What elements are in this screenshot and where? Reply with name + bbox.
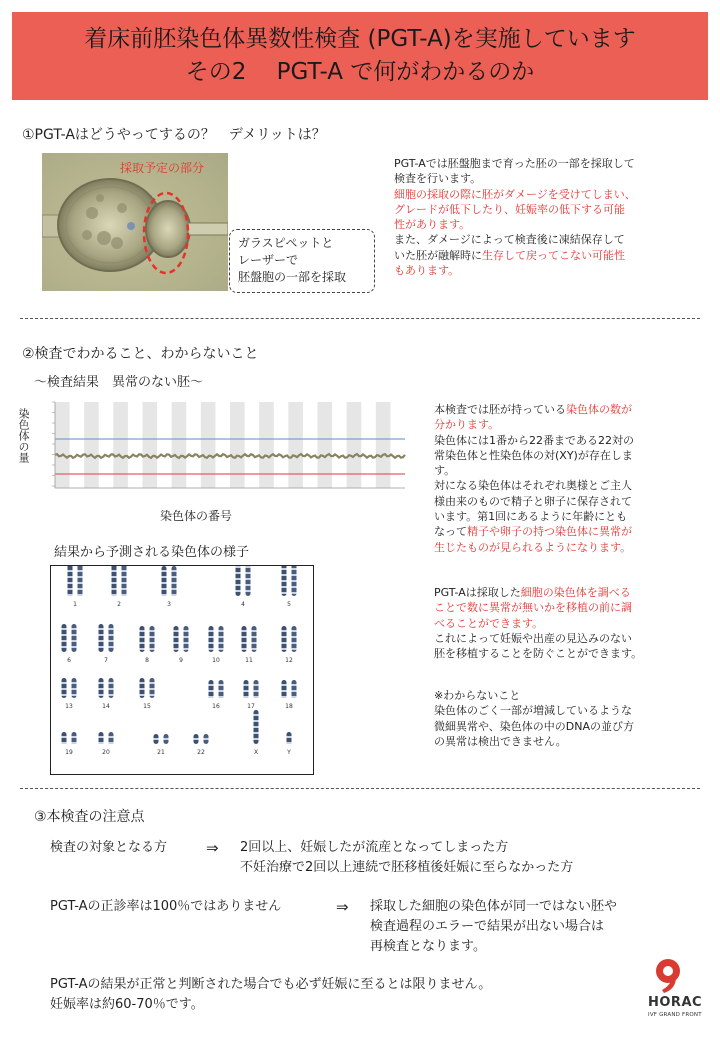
chromosome-pair <box>209 680 224 710</box>
section-2-limitations <box>434 688 716 749</box>
chromosome-number: 4 <box>241 601 245 608</box>
target-line: 2回以上、妊娠したが流産となってしまった方 <box>240 840 509 855</box>
chromosome-number: 3 <box>167 601 171 608</box>
chromosome-pair <box>154 734 169 756</box>
chromosome-band <box>201 402 216 488</box>
title-line-2: その2 PGT-A で何がわかるのか <box>185 59 535 85</box>
chromosome-number: 21 <box>157 749 165 756</box>
note-line: 胚盤胞の一部を採取 <box>238 270 347 284</box>
chromosome-band <box>143 402 158 488</box>
chromosome-pair <box>68 566 83 608</box>
section-1-title: ①PGT-Aはどうやってするの？ デメリットは？ <box>22 127 326 143</box>
highlight-text: 細胞の採取の際に胚がダメージを受けてしまい、 <box>394 187 636 201</box>
divider <box>20 788 700 789</box>
body-text: また、ダメージによって検査後に凍結保存して <box>394 233 625 247</box>
highlight-text: 性があります。 <box>394 218 471 232</box>
section-2-description-2 <box>434 585 716 661</box>
chromosome-band <box>172 402 187 488</box>
chromosome-number: 6 <box>67 657 71 664</box>
chromosome-pair <box>254 710 259 756</box>
text-line <box>394 232 710 247</box>
chromosome-number: 8 <box>145 657 149 664</box>
text-line <box>394 156 710 171</box>
text-line <box>434 463 716 478</box>
chromosome-pair <box>112 566 127 608</box>
highlight-text: べることができます。 <box>434 616 544 630</box>
chromosome-number: 16 <box>212 703 220 710</box>
text-line <box>434 646 716 661</box>
chromosome-band <box>84 402 99 488</box>
text-line <box>434 433 716 448</box>
horac-logo <box>646 955 708 1025</box>
text-line <box>394 217 710 232</box>
title-banner <box>12 12 708 100</box>
x-axis-label: 染色体の番号 <box>160 509 233 523</box>
highlight-text: 生じたものが見られるようになります。 <box>434 540 632 554</box>
text-line <box>394 248 710 263</box>
chromosome-band <box>347 402 362 488</box>
body-text: 対になる染色体はそれぞれ奥様とご主人 <box>434 479 632 493</box>
title-line-1: 着床前胚染色体異数性検査 (PGT-A)を実施しています <box>84 26 636 52</box>
note-line: レーザーで <box>238 253 299 267</box>
body-text: 本検査では胚が持っている <box>434 403 566 416</box>
body-text: これによって妊娠や出産の見込みのない <box>434 631 632 645</box>
chromosome-number: 10 <box>212 657 220 664</box>
highlight-text: 生存して戻ってこない可能性 <box>482 248 625 262</box>
karyotype-title: 結果から予測される染色体の様子 <box>54 545 250 560</box>
text-line <box>394 202 710 217</box>
text-line <box>434 417 716 432</box>
chromosome-number: 9 <box>179 657 183 664</box>
copy-number-chart <box>37 398 410 502</box>
section-1-description <box>394 156 710 278</box>
text-line <box>434 688 716 703</box>
horac-logo-mark-icon <box>646 955 708 995</box>
section-2-title: ②検査でわかること、わからないこと <box>22 346 259 362</box>
chromosome-number: 2 <box>117 601 121 608</box>
chromosome-band <box>259 402 274 488</box>
body-text: す。 <box>434 464 456 478</box>
logo-subtitle: IVF GRAND FRONT <box>648 1012 702 1018</box>
body-text: 染色体には1番から22番まである22対の <box>434 433 634 447</box>
highlight-text: 染色体の数が <box>566 403 632 416</box>
chromosome-pair <box>140 626 155 664</box>
text-line <box>434 734 716 749</box>
body-text: なって <box>434 525 467 539</box>
note-line: ガラスピペットと <box>238 236 334 250</box>
highlight-text: ことで数に異常が無いかを移植の前に調 <box>434 601 632 615</box>
karyotype-image <box>50 565 314 775</box>
text-line <box>434 616 716 631</box>
text-line <box>434 540 716 555</box>
body-text: PGT-Aは採取した <box>434 586 521 599</box>
text-line <box>394 263 710 278</box>
pipette-note-box <box>229 229 375 293</box>
chromosome-band <box>288 402 303 488</box>
section-3-title: ③本検査の注意点 <box>34 809 145 825</box>
text-line <box>434 585 716 600</box>
body-text: 胚を移植することを防ぐことができます。 <box>434 647 643 661</box>
chromosome-pair <box>282 626 297 664</box>
accuracy-label: PGT-Aの正診率は100％ではありません <box>50 899 282 914</box>
chromosome-band <box>230 402 245 488</box>
text-line <box>434 509 716 524</box>
section-2-description-1 <box>434 402 716 555</box>
chromosome-number: 20 <box>102 749 110 756</box>
chromosome-number: 14 <box>102 703 110 710</box>
chromosome-pair <box>99 732 114 756</box>
accuracy-line: 採取した細胞の染色体が同一ではない胚や <box>370 899 618 914</box>
text-line <box>434 631 716 646</box>
chromosome-number: 15 <box>143 703 151 710</box>
chromosome-pair <box>62 678 77 710</box>
highlight-text: 細胞の染色体を調べる <box>520 586 631 599</box>
text-line <box>434 600 716 615</box>
chromosome-pair <box>194 734 209 756</box>
body-text: 微細異常や、染色体の中のDNAの並び方 <box>434 719 635 733</box>
chromosome-pair <box>99 678 114 710</box>
chromosome-band <box>113 402 128 488</box>
arrow-icon: ⇒ <box>206 839 219 857</box>
logo-name: HORAC <box>648 995 703 1010</box>
chromosome-pair <box>244 680 259 710</box>
y-axis-label: 染色体の量 <box>17 408 30 463</box>
target-label: 検査の対象となる方 <box>50 840 168 855</box>
chromosome-pair <box>99 624 114 664</box>
chromosome-number: X <box>253 749 259 756</box>
text-line <box>394 187 710 202</box>
body-text: ※わからないこと <box>434 689 521 702</box>
chromosome-band <box>55 402 70 488</box>
chromosome-number: 17 <box>247 703 255 710</box>
chromosome-number: 13 <box>65 703 73 710</box>
body-text: 検査を行います。 <box>394 172 482 186</box>
final-note-line: PGT-Aの結果が正常と判断された場合でも必ず妊娠に至るとは限りません。 <box>50 977 492 992</box>
body-text: の異常は検出できません。 <box>434 734 567 748</box>
chromosome-number: 22 <box>197 749 205 756</box>
chromosome-number: 7 <box>104 657 108 664</box>
chromosome-pair <box>282 566 297 608</box>
chromosome-pair <box>140 678 155 710</box>
section-2-subtitle: 〜検査結果 異常のない胚〜 <box>34 375 204 390</box>
body-text: 染色体のごく一部が増減しているような <box>434 704 632 718</box>
text-line <box>434 402 716 417</box>
chromosome-band <box>376 402 391 488</box>
highlight-text: 精子や卵子の持つ染色体に異常が <box>467 525 632 539</box>
chromosome-pair <box>282 680 297 710</box>
body-text: いた胚が融解時に <box>394 248 482 262</box>
highlight-text: グレードが低下したり、妊娠率の低下する可能 <box>394 202 625 216</box>
accuracy-line: 再検査となります。 <box>370 939 486 954</box>
text-line <box>434 494 716 509</box>
biopsy-target-label: 採取予定の部分 <box>120 161 205 175</box>
chromosome-number: 19 <box>65 749 73 756</box>
text-line <box>434 719 716 734</box>
chromosome-pair <box>286 732 291 756</box>
accuracy-line: 検査過程のエラーで結果が出ない場合は <box>370 919 605 934</box>
chromosome-number: 12 <box>285 657 293 664</box>
chromosome-pair <box>62 624 77 664</box>
divider <box>20 318 700 319</box>
chromosome-number: 5 <box>287 601 291 608</box>
body-text: 常染色体と性染色体の対(XY)が存在しま <box>434 448 633 462</box>
highlight-text: 分かります。 <box>434 418 500 432</box>
target-line: 不妊治療で2回以上連続で胚移植後妊娠に至らなかった方 <box>240 860 574 875</box>
chromosome-band <box>318 402 333 488</box>
chromosome-number: Y <box>287 749 291 756</box>
chromosome-pair <box>174 626 189 664</box>
chromosome-pair <box>209 626 224 664</box>
text-line <box>434 448 716 463</box>
chromosome-pair <box>242 626 257 664</box>
chromosome-pair <box>62 732 77 756</box>
chromosome-pair <box>236 566 251 608</box>
highlight-text: もあります。 <box>394 264 460 278</box>
text-line <box>434 703 716 718</box>
text-line <box>434 524 716 539</box>
body-text: PGT-Aでは胚盤胞まで育った胚の一部を採取して <box>394 157 635 170</box>
chromosome-number: 18 <box>285 703 293 710</box>
body-text: います。第1回にあるように年齢にとも <box>434 510 628 524</box>
body-text: 様由来のもので精子と卵子に保存されて <box>434 494 632 508</box>
chromosome-number: 11 <box>245 657 253 664</box>
final-note-line: 妊娠率は約60-70％です。 <box>50 997 204 1012</box>
arrow-icon: ⇒ <box>336 898 349 916</box>
text-line <box>434 478 716 493</box>
blastocyst-biopsy-photo <box>42 153 228 291</box>
text-line <box>394 171 710 186</box>
chromosome-number: 1 <box>73 601 77 608</box>
chromosome-pair <box>162 566 177 608</box>
